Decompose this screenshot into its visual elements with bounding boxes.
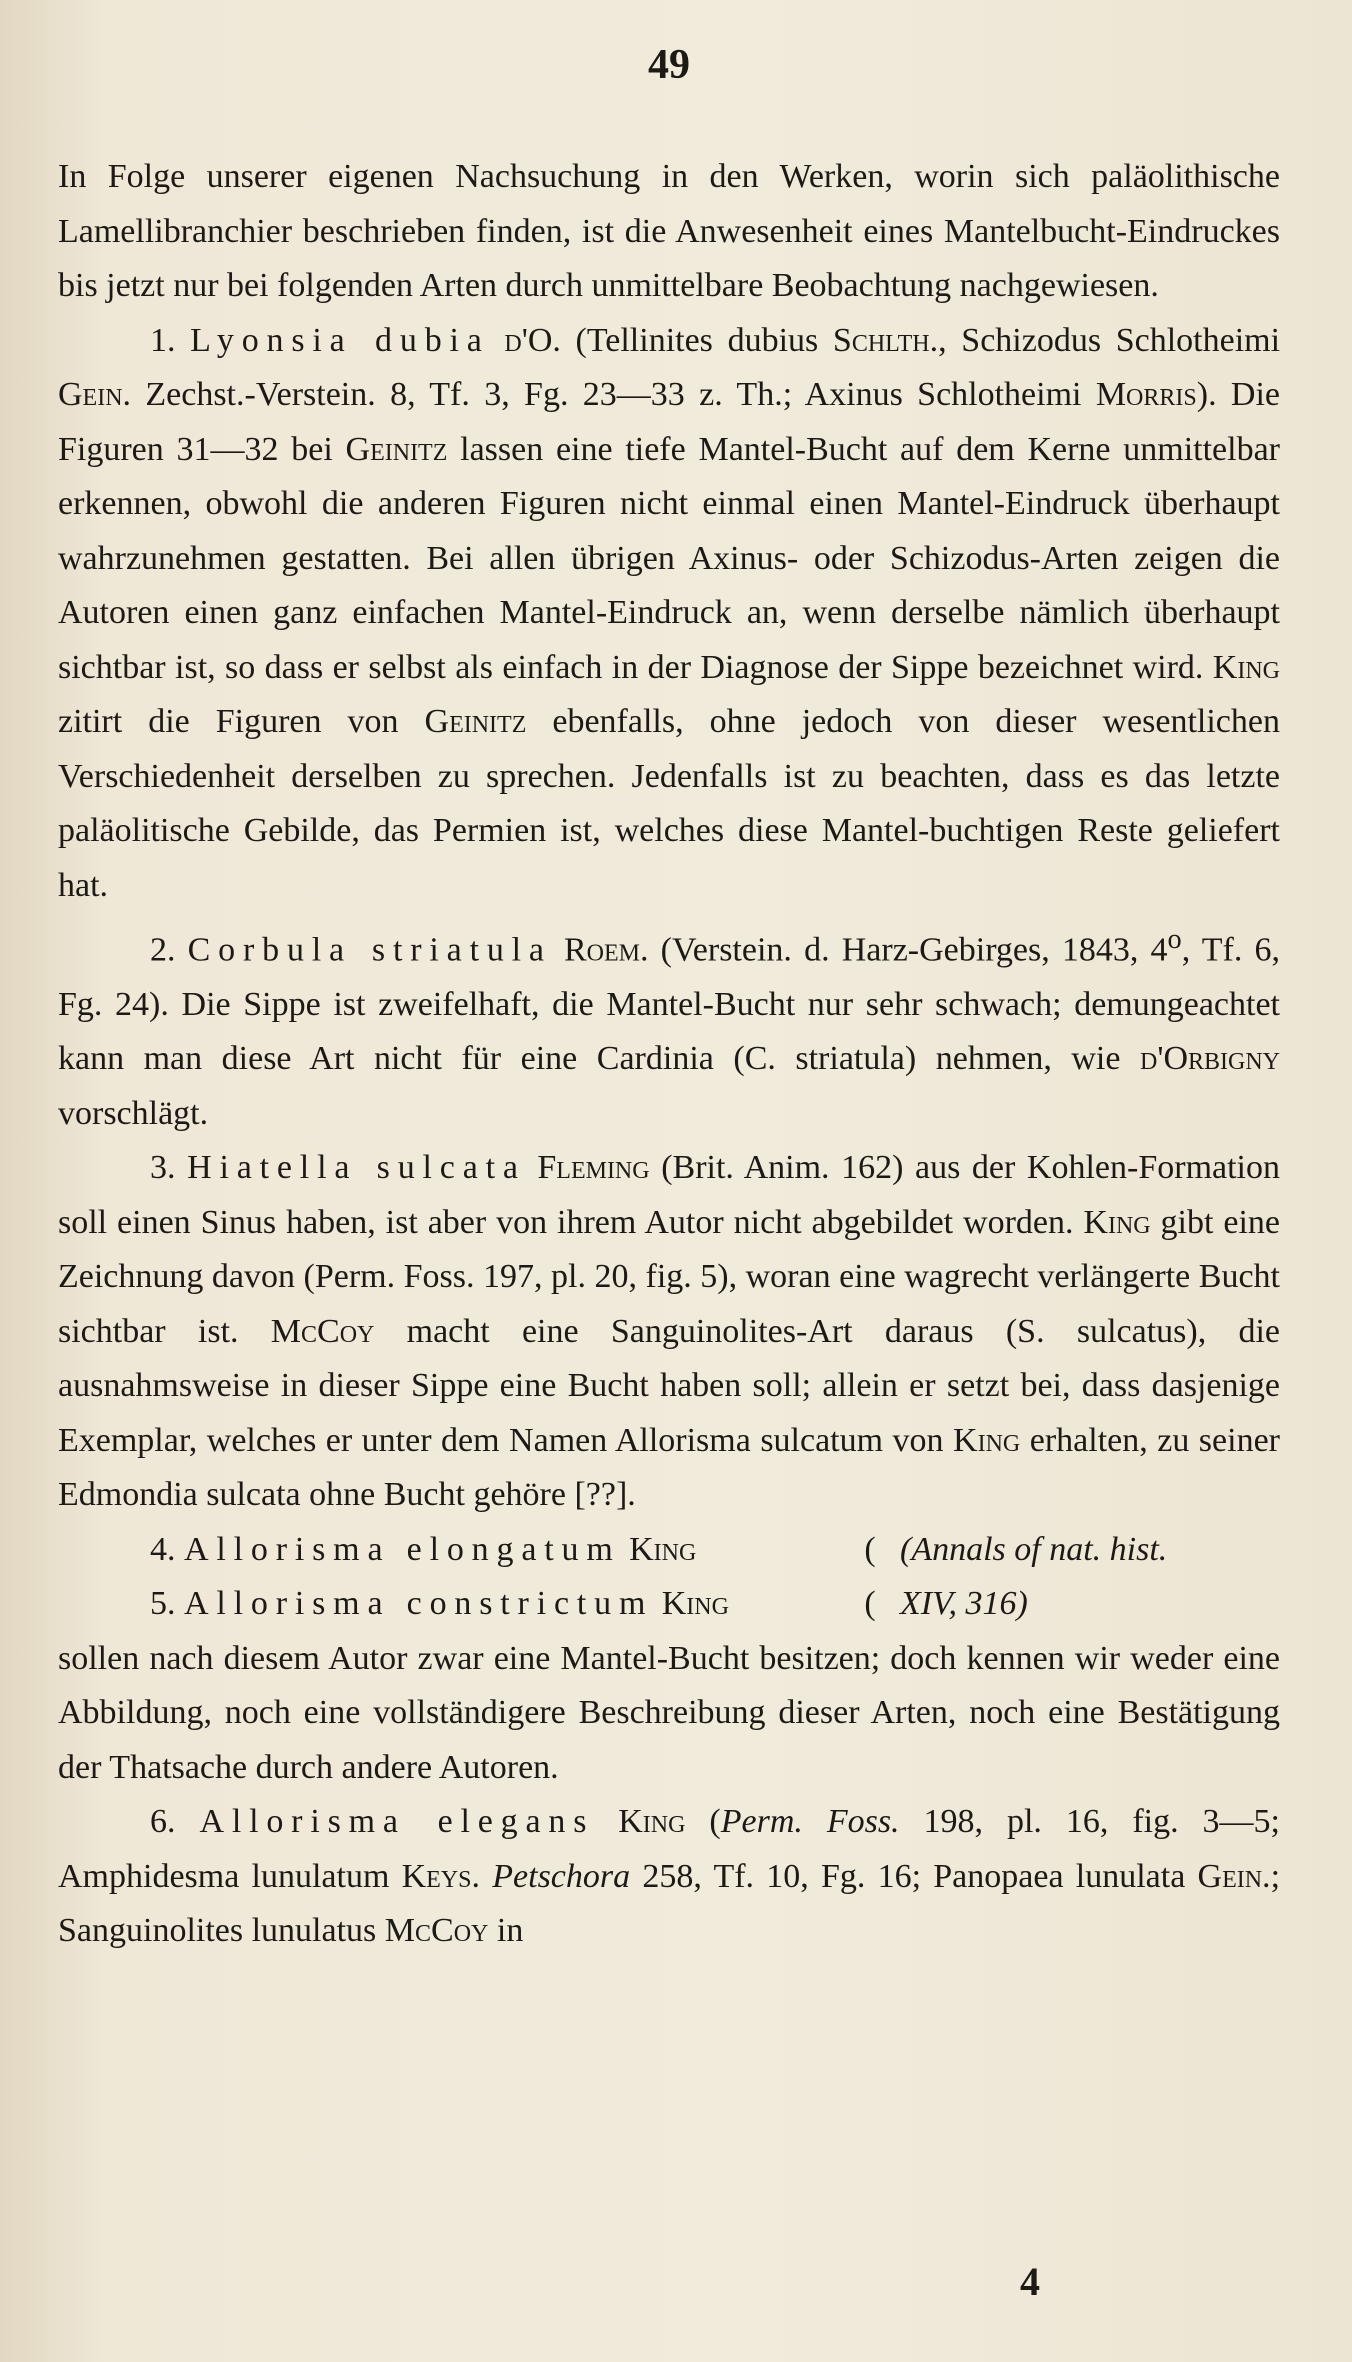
entry-text: 198, pl. 16, fig. 3—5; Amphidesma lunulatum bbox=[58, 1803, 1280, 1895]
brace-top: ( bbox=[864, 1530, 876, 1568]
entry-text: lassen eine tiefe Mantel-Bucht auf dem Kerne unmittelbar erkennen, obwohl die anderen Figuren nicht einmal einen Mantel-Eindruck überhaupt wahrzunehmen gestatten. Bei allen übrigen Axinus- oder Schizodus-Arten zeigen die Autoren einen ganz einfachen Mantel-Eindruck an, wenn derselbe nämlich überhaupt sichtbar ist, so dass er selbst als einfach in der Diagnose der Sippe bezeichnet wird. bbox=[58, 430, 1281, 686]
author-name: d'O. bbox=[504, 321, 561, 359]
entry-number: 2. bbox=[150, 931, 176, 969]
entry-text: , Schizodus Schlotheimi bbox=[938, 321, 1281, 359]
entry-text: vorschlägt. bbox=[58, 1094, 209, 1132]
intro-paragraph: In Folge unserer eigenen Nachsuchung in den Werken, worin sich paläolithische Lamellibranchier beschrieben finden, ist die Anwesenheit eines Mantelbucht-Eindruckes bis jetzt nur bei folgenden Arten durch unmittelbare Beobachtung nachgewiesen. bbox=[58, 158, 1280, 304]
species-name: Lyonsia dubia bbox=[190, 321, 490, 359]
entry-number: 3. bbox=[150, 1149, 176, 1187]
entry-text: erhalten, zu seiner Edmondia sulcata ohne Bucht gehöre [??]. bbox=[58, 1421, 1280, 1514]
entry-text: ; Sanguinolites lunulatus bbox=[58, 1857, 1281, 1950]
author-name: Fleming bbox=[537, 1149, 650, 1187]
page-number: 49 bbox=[648, 42, 690, 88]
entry-5-name bbox=[58, 1577, 858, 1632]
author-name: Morris bbox=[1095, 376, 1197, 413]
author-name: Keys. bbox=[401, 1857, 481, 1895]
entry-text: (Tellinites dubius bbox=[560, 321, 833, 359]
entry-text: in bbox=[488, 1912, 524, 1950]
entry-text bbox=[480, 1858, 492, 1895]
entry-text: ). Die Figuren 31—32 bei bbox=[58, 376, 1280, 468]
author-name: King bbox=[661, 1585, 729, 1623]
author-name: King bbox=[953, 1421, 1021, 1459]
author-name: McCoy bbox=[270, 1312, 375, 1350]
entry-4-reference: (Annals of nat. hist. bbox=[900, 1530, 1168, 1568]
entry-5 bbox=[58, 1577, 1280, 1632]
entry-text: , Tf. 6, Fg. 24). Die Sippe ist zweifelhaft, die Mantel-Bucht nur sehr schwach; demungeachtet kann man diese Art nicht für eine Cardinia (C. striatula) nehmen, wie bbox=[58, 931, 1281, 1078]
author-name: Gein. bbox=[1197, 1857, 1271, 1895]
signature-mark: 4 bbox=[1020, 2259, 1040, 2304]
entry-text: zitirt die Figuren von bbox=[58, 703, 425, 740]
author-name: d'Orbigny bbox=[1139, 1040, 1280, 1078]
author-name: Gein. bbox=[58, 376, 132, 413]
entry-text: Zechst.-Verstein. 8, Tf. 3, Fg. 23—33 z. Th.; Axinus Schlotheimi bbox=[131, 376, 1096, 413]
entry-4-name bbox=[58, 1523, 858, 1578]
italic-reference: Perm. Foss. bbox=[720, 1803, 900, 1841]
species-name: Allorisma elegans bbox=[199, 1803, 595, 1841]
entry-number: 4. bbox=[150, 1530, 176, 1568]
entry-3 bbox=[58, 1141, 1280, 1523]
entry-text: (Brit. Anim. 162) aus der Kohlen-Formation soll einen Sinus haben, ist aber von ihrem Autor nicht abgebildet worden. bbox=[58, 1149, 1280, 1241]
author-name: McCoy bbox=[384, 1912, 489, 1950]
author-name: Roem. bbox=[564, 931, 649, 969]
author-name: King bbox=[629, 1530, 697, 1568]
entry-1 bbox=[58, 314, 1280, 914]
entry-4-5-group bbox=[58, 1523, 1280, 1632]
entry-text: ebenfalls, ohne jedoch von dieser wesentlichen Verschiedenheit derselben zu sprechen. Jedenfalls ist zu beachten, dass es das letzte paläolitische Gebilde, das Permien ist, welches diese Mantel-buchtigen Reste geliefert hat. bbox=[58, 703, 1280, 904]
author-name: King bbox=[1212, 648, 1280, 686]
entry-6 bbox=[58, 1795, 1280, 1959]
entry-number: 1. bbox=[150, 321, 176, 359]
species-name: Corbula striatula bbox=[187, 931, 552, 969]
species-name: Allorisma constrictum bbox=[184, 1585, 654, 1623]
entry-text: ( bbox=[685, 1803, 721, 1841]
brace-bottom: ( bbox=[864, 1585, 876, 1623]
species-name: Allorisma elongatum bbox=[184, 1530, 621, 1568]
entry-number: 6. bbox=[150, 1803, 176, 1841]
entry-text: 258, Tf. 10, Fg. 16; Panopaea lunulata bbox=[630, 1857, 1198, 1895]
author-name: Geinitz bbox=[345, 430, 448, 468]
author-name: King bbox=[618, 1803, 686, 1841]
superscript: o bbox=[1167, 924, 1182, 955]
entry-text: (Verstein. d. Harz-Gebirges, 1843, 4 bbox=[648, 931, 1168, 969]
entry-number: 5. bbox=[150, 1585, 176, 1623]
italic-reference: Petschora bbox=[492, 1857, 631, 1895]
author-name: Geinitz bbox=[424, 703, 527, 740]
entry-2 bbox=[58, 913, 1280, 1141]
author-name: Schlth. bbox=[832, 321, 939, 359]
author-name: King bbox=[1083, 1203, 1151, 1241]
entry-4-5-text: sollen nach diesem Autor zwar eine Mantel-Bucht besitzen; doch kennen wir weder eine Abbildung, noch eine vollständigere Beschreibung dieser Arten, noch eine Bestätigung der Thatsache durch andere Autoren. bbox=[58, 1639, 1280, 1786]
entry-5-reference: XIV, 316) bbox=[900, 1585, 1028, 1623]
species-name: Hiatella sulcata bbox=[187, 1149, 526, 1187]
entry-text: gibt eine Zeichnung davon (Perm. Foss. 197, pl. 20, fig. 5), woran eine wagrecht verlängerte Bucht sichtbar ist. bbox=[58, 1203, 1280, 1350]
entry-text: macht eine Sanguinolites-Art daraus (S. sulcatus), die ausnahmsweise in dieser Sippe eine Bucht haben soll; allein er setzt bei, dass dasjenige Exemplar, welches er unter dem Namen Allorisma sulcatum von bbox=[58, 1312, 1280, 1459]
entry-4 bbox=[58, 1523, 1280, 1578]
